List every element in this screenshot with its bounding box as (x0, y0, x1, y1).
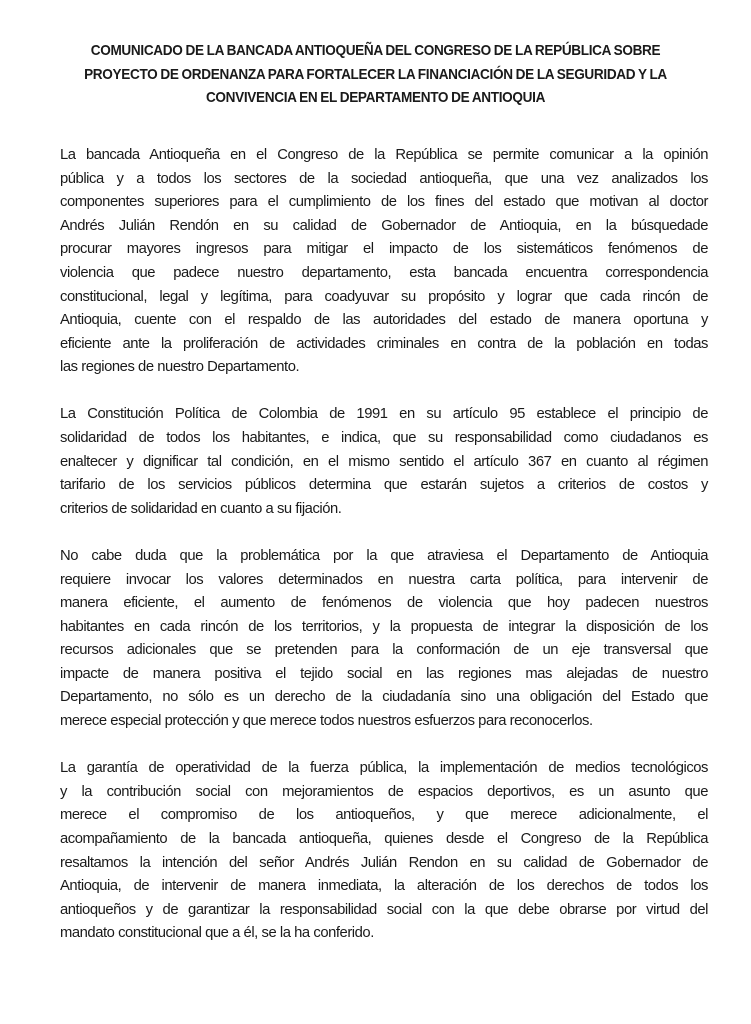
title-line: CONVIVENCIA EN EL DEPARTAMENTO DE ANTIOQUIA (205, 90, 546, 106)
text-line: las regiones de nuestro Departamento. (60, 359, 300, 376)
paragraph-garantia (60, 757, 708, 946)
text-line: La garantía de operatividad de la fuerza pública, la implementación de medios tecnológicos (60, 760, 708, 777)
text-line: merece el compromiso de los antioqueños, y que merece adicionalmente, el (60, 807, 708, 824)
text-line: solidaridad de todos los habitantes, e indica, que su responsabilidad como ciudadanos es (60, 430, 708, 447)
text-line: recursos adicionales que se pretenden para la conformación de un eje transversal que (60, 642, 708, 659)
text-line: eficiente ante la proliferación de actividades criminales en contra de la población en todas (60, 335, 708, 352)
text-line: habitantes en cada rincón de los territorios, y la propuesta de integrar la disposición de los (60, 618, 708, 635)
paragraph-problematica (60, 545, 708, 734)
text-line: enaltecer y dignificar tal condición, en el mismo sentido el artículo 367 en cuanto al régimen (60, 453, 708, 470)
title-line: COMUNICADO DE LA BANCADA ANTIOQUEÑA DEL CONGRESO DE LA REPÚBLICA SOBRE (90, 43, 661, 59)
text-line: antioqueños y de garantizar la responsabilidad social con la que debe obrarse por virtud del (60, 901, 708, 918)
text-line: manera eficiente, el aumento de fenómenos de violencia que hoy padecen nuestros (60, 595, 708, 612)
text-line: No cabe duda que la problemática por la que atraviesa el Departamento de Antioquia (60, 547, 708, 564)
text-line: resaltamos la intención del señor Andrés Julián Rendon en su calidad de Gobernador de (60, 854, 708, 871)
text-line: procurar mayores ingresos para mitigar el impacto de los sistemáticos fenómenos de (60, 241, 708, 258)
document-body (60, 144, 708, 969)
text-line: La bancada Antioqueña en el Congreso de la República se permite comunicar a la opinión (60, 147, 708, 163)
text-line: Andrés Julián Rendón en su calidad de Gobernador de Antioquia, en la búsquedade (60, 217, 708, 234)
text-line: merece especial protección y que merece todos nuestros esfuerzos para reconocerlos. (60, 713, 593, 730)
text-line: requiere invocar los valores determinados en nuestra carta política, para intervenir de (60, 571, 708, 588)
text-line: Antioquia, de intervenir de manera inmediata, la alteración de los derechos de todos los (60, 878, 708, 895)
text-line: componentes superiores para el cumplimiento de los fines del estado que motivan al doctor (60, 194, 708, 211)
document-title (63, 40, 687, 111)
paragraph-constitucion (60, 403, 708, 521)
text-line: acompañamiento de la bancada antioqueña, quienes desde el Congreso de la República (60, 830, 708, 847)
text-line: La Constitución Política de Colombia de 1991 en su artículo 95 establece el principio de (60, 406, 708, 423)
text-line: violencia que padece nuestro departamento, esta bancada encuentra correspondencia (60, 264, 708, 281)
text-line: Antioquia, cuente con el respaldo de las autoridades del estado de manera oportuna y (60, 312, 708, 329)
text-line: pública y a todos los sectores de la sociedad antioqueña, que una vez analizados los (60, 170, 708, 187)
title-line: PROYECTO DE ORDENANZA PARA FORTALECER LA FINANCIACIÓN DE LA SEGURIDAD Y LA (84, 66, 667, 83)
text-line: y la contribución social con mejoramientos de espacios deportivos, es un asunto que (60, 783, 708, 800)
text-line: tarifario de los servicios públicos determina que estarán sujetos a criterios de costos y (60, 477, 708, 494)
text-line: constitucional, legal y legítima, para coadyuvar su propósito y lograr que cada rincón de (60, 288, 708, 305)
paragraph-bancada (60, 144, 708, 380)
text-line: criterios de solidaridad en cuanto a su fijación. (60, 500, 342, 517)
text-line: Departamento, no sólo es un derecho de la ciudadanía sino una obligación del Estado que (60, 689, 708, 706)
text-line: impacte de manera positiva el tejido social en las regiones mas alejadas de nuestro (60, 665, 708, 682)
text-line: mandato constitucional que a él, se la ha conferido. (60, 925, 374, 942)
